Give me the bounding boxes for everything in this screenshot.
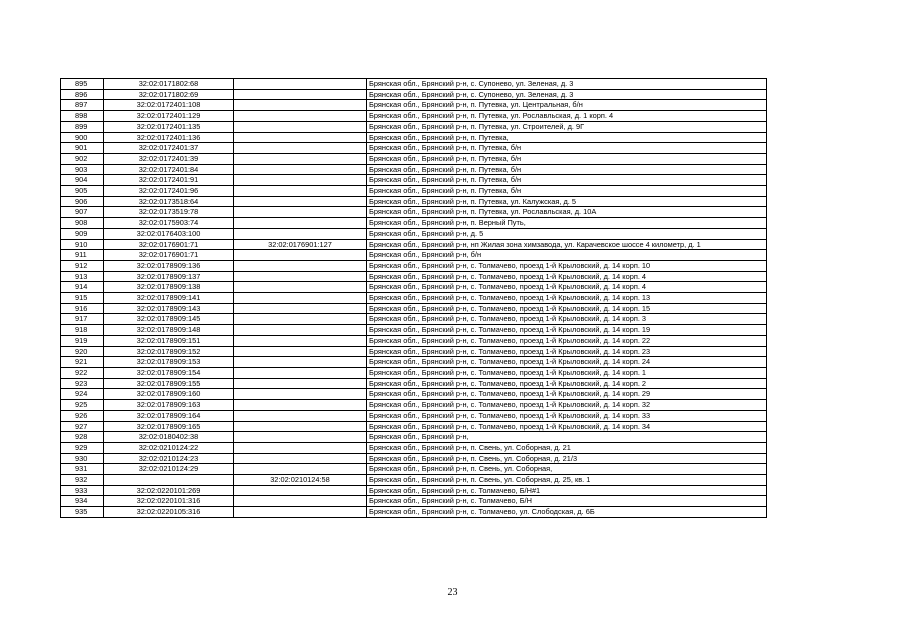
- address-cell: Брянская обл., Брянский р-н, п. Путевка, ул. Строителей, д. 9Г: [367, 121, 767, 132]
- related-cadastral-number-cell: [234, 432, 367, 443]
- related-cadastral-number-cell: 32:02:0176901:127: [234, 239, 367, 250]
- cadastral-number-cell: 32:02:0172401:84: [104, 164, 234, 175]
- row-number-cell: 927: [61, 421, 104, 432]
- related-cadastral-number-cell: [234, 100, 367, 111]
- row-number-cell: 925: [61, 400, 104, 411]
- cadastral-number-cell: 32:02:0173519:78: [104, 207, 234, 218]
- related-cadastral-number-cell: [234, 260, 367, 271]
- related-cadastral-number-cell: [234, 314, 367, 325]
- cadastral-number-cell: 32:02:0210124:22: [104, 442, 234, 453]
- address-cell: Брянская обл., Брянский р-н, с. Толмачево, проезд 1-й Крыловский, д. 14 корп. 19: [367, 325, 767, 336]
- related-cadastral-number-cell: [234, 507, 367, 518]
- address-cell: Брянская обл., Брянский р-н, п. Свень, ул. Соборная, д. 21: [367, 442, 767, 453]
- table-row: [61, 421, 767, 432]
- row-number-cell: 928: [61, 432, 104, 443]
- table-row: [61, 346, 767, 357]
- related-cadastral-number-cell: [234, 303, 367, 314]
- page-number: 23: [447, 587, 458, 598]
- address-cell: Брянская обл., Брянский р-н, с. Толмачево, Б/Н#1: [367, 485, 767, 496]
- cadastral-number-cell: 32:02:0172401:39: [104, 153, 234, 164]
- table-row: [61, 453, 767, 464]
- table-row: [61, 293, 767, 304]
- row-number-cell: 915: [61, 293, 104, 304]
- related-cadastral-number-cell: [234, 121, 367, 132]
- related-cadastral-number-cell: [234, 250, 367, 261]
- address-cell: Брянская обл., Брянский р-н, п. Путевка, б/н: [367, 164, 767, 175]
- cadastral-number-cell: 32:02:0173518:64: [104, 196, 234, 207]
- related-cadastral-number-cell: [234, 485, 367, 496]
- row-number-cell: 926: [61, 410, 104, 421]
- row-number-cell: 935: [61, 507, 104, 518]
- related-cadastral-number-cell: [234, 143, 367, 154]
- related-cadastral-number-cell: [234, 89, 367, 100]
- address-cell: Брянская обл., Брянский р-н, с. Толмачево, проезд 1-й Крыловский, д. 14 корп. 10: [367, 260, 767, 271]
- address-cell: Брянская обл., Брянский р-н, с. Толмачево, проезд 1-й Крыловский, д. 14 корп. 33: [367, 410, 767, 421]
- table-row: [61, 271, 767, 282]
- related-cadastral-number-cell: [234, 496, 367, 507]
- row-number-cell: 907: [61, 207, 104, 218]
- address-cell: Брянская обл., Брянский р-н, п. Путевка, б/н: [367, 186, 767, 197]
- related-cadastral-number-cell: [234, 186, 367, 197]
- related-cadastral-number-cell: [234, 164, 367, 175]
- table-row: [61, 335, 767, 346]
- row-number-cell: 909: [61, 228, 104, 239]
- related-cadastral-number-cell: [234, 442, 367, 453]
- address-cell: Брянская обл., Брянский р-н, с. Толмачево, проезд 1-й Крыловский, д. 14 корп. 24: [367, 357, 767, 368]
- table-row: [61, 132, 767, 143]
- address-cell: Брянская обл., Брянский р-н, п. Путевка, ул. Рославльская, д. 10А: [367, 207, 767, 218]
- table-row: [61, 432, 767, 443]
- cadastral-number-cell: 32:02:0172401:37: [104, 143, 234, 154]
- cadastral-number-cell: 32:02:0172401:135: [104, 121, 234, 132]
- cadastral-number-cell: 32:02:0178909:154: [104, 367, 234, 378]
- table-row: [61, 367, 767, 378]
- address-cell: Брянская обл., Брянский р-н, с. Толмачево, проезд 1-й Крыловский, д. 14 корп. 32: [367, 400, 767, 411]
- cadastral-number-cell: 32:02:0178909:152: [104, 346, 234, 357]
- row-number-cell: 914: [61, 282, 104, 293]
- cadastral-number-cell: 32:02:0172401:96: [104, 186, 234, 197]
- table-row: [61, 314, 767, 325]
- table-row: [61, 239, 767, 250]
- cadastral-number-cell: 32:02:0178909:155: [104, 378, 234, 389]
- row-number-cell: 911: [61, 250, 104, 261]
- cadastral-number-cell: 32:02:0178909:148: [104, 325, 234, 336]
- row-number-cell: 917: [61, 314, 104, 325]
- cadastral-number-cell: 32:02:0176901:71: [104, 239, 234, 250]
- cadastral-number-cell: 32:02:0220105:316: [104, 507, 234, 518]
- row-number-cell: 895: [61, 79, 104, 90]
- table-row: [61, 218, 767, 229]
- cadastral-number-cell: 32:02:0176901:71: [104, 250, 234, 261]
- cadastral-number-cell: 32:02:0178909:165: [104, 421, 234, 432]
- address-cell: Брянская обл., Брянский р-н, с. Толмачево, проезд 1-й Крыловский, д. 14 корп. 22: [367, 335, 767, 346]
- related-cadastral-number-cell: [234, 410, 367, 421]
- address-cell: Брянская обл., Брянский р-н, п. Верный Путь,: [367, 218, 767, 229]
- related-cadastral-number-cell: [234, 293, 367, 304]
- related-cadastral-number-cell: [234, 421, 367, 432]
- address-cell: Брянская обл., Брянский р-н, нп Жилая зона химзавода, ул. Карачевское шоссе 4 километр, д. 1: [367, 239, 767, 250]
- related-cadastral-number-cell: [234, 79, 367, 90]
- address-cell: Брянская обл., Брянский р-н, с. Толмачево, ул. Слободская, д. 6Б: [367, 507, 767, 518]
- table-row: [61, 111, 767, 122]
- table-row: [61, 79, 767, 90]
- related-cadastral-number-cell: [234, 207, 367, 218]
- cadastral-number-cell: 32:02:0178909:153: [104, 357, 234, 368]
- row-number-cell: 913: [61, 271, 104, 282]
- related-cadastral-number-cell: [234, 228, 367, 239]
- cadastral-number-cell: 32:02:0178909:163: [104, 400, 234, 411]
- address-cell: Брянская обл., Брянский р-н, с. Толмачево, проезд 1-й Крыловский, д. 14 корп. 15: [367, 303, 767, 314]
- row-number-cell: 931: [61, 464, 104, 475]
- table-row: [61, 496, 767, 507]
- table-row: [61, 507, 767, 518]
- related-cadastral-number-cell: [234, 346, 367, 357]
- address-cell: Брянская обл., Брянский р-н, д. 5: [367, 228, 767, 239]
- row-number-cell: 903: [61, 164, 104, 175]
- table-row: [61, 228, 767, 239]
- row-number-cell: 904: [61, 175, 104, 186]
- address-cell: Брянская обл., Брянский р-н, с. Толмачево, проезд 1-й Крыловский, д. 14 корп. 2: [367, 378, 767, 389]
- address-cell: Брянская обл., Брянский р-н, с. Толмачево, проезд 1-й Крыловский, д. 14 корп. 3: [367, 314, 767, 325]
- row-number-cell: 905: [61, 186, 104, 197]
- table-row: [61, 410, 767, 421]
- related-cadastral-number-cell: [234, 271, 367, 282]
- cadastral-number-cell: 32:02:0178909:145: [104, 314, 234, 325]
- cadastral-number-cell: 32:02:0178909:151: [104, 335, 234, 346]
- related-cadastral-number-cell: [234, 196, 367, 207]
- cadastral-number-cell: [104, 475, 234, 486]
- table-row: [61, 357, 767, 368]
- cadastral-number-cell: 32:02:0180402:38: [104, 432, 234, 443]
- cadastral-number-cell: 32:02:0172401:136: [104, 132, 234, 143]
- table-row: [61, 143, 767, 154]
- row-number-cell: 906: [61, 196, 104, 207]
- address-cell: Брянская обл., Брянский р-н, б/н: [367, 250, 767, 261]
- row-number-cell: 919: [61, 335, 104, 346]
- row-number-cell: 899: [61, 121, 104, 132]
- address-cell: Брянская обл., Брянский р-н, с. Толмачево, проезд 1-й Крыловский, д. 14 корп. 1: [367, 367, 767, 378]
- cadastral-number-cell: 32:02:0178909:138: [104, 282, 234, 293]
- cadastral-number-cell: 32:02:0220101:316: [104, 496, 234, 507]
- row-number-cell: 901: [61, 143, 104, 154]
- row-number-cell: 924: [61, 389, 104, 400]
- row-number-cell: 897: [61, 100, 104, 111]
- table-row: [61, 121, 767, 132]
- address-cell: Брянская обл., Брянский р-н, п. Путевка, ул. Калужская, д. 5: [367, 196, 767, 207]
- cadastral-number-cell: 32:02:0175903:74: [104, 218, 234, 229]
- table-row: [61, 282, 767, 293]
- address-cell: Брянская обл., Брянский р-н, п. Свень, ул. Соборная, д. 21/3: [367, 453, 767, 464]
- address-cell: Брянская обл., Брянский р-н, с. Толмачево, проезд 1-й Крыловский, д. 14 корп. 29: [367, 389, 767, 400]
- row-number-cell: 922: [61, 367, 104, 378]
- related-cadastral-number-cell: [234, 400, 367, 411]
- address-cell: Брянская обл., Брянский р-н, п. Путевка, ул. Центральная, б/н: [367, 100, 767, 111]
- row-number-cell: 920: [61, 346, 104, 357]
- related-cadastral-number-cell: [234, 367, 367, 378]
- table-row: [61, 250, 767, 261]
- row-number-cell: 918: [61, 325, 104, 336]
- table-row: [61, 153, 767, 164]
- table-row: [61, 260, 767, 271]
- address-cell: Брянская обл., Брянский р-н, п. Путевка,: [367, 132, 767, 143]
- cadastral-number-cell: 32:02:0220101:269: [104, 485, 234, 496]
- cadastral-number-cell: 32:02:0210124:29: [104, 464, 234, 475]
- row-number-cell: 912: [61, 260, 104, 271]
- related-cadastral-number-cell: [234, 218, 367, 229]
- related-cadastral-number-cell: [234, 111, 367, 122]
- cadastral-number-cell: 32:02:0178909:137: [104, 271, 234, 282]
- table-row: [61, 303, 767, 314]
- row-number-cell: 908: [61, 218, 104, 229]
- row-number-cell: 910: [61, 239, 104, 250]
- table-row: [61, 442, 767, 453]
- cadastral-number-cell: 32:02:0176403:100: [104, 228, 234, 239]
- cadastral-number-cell: 32:02:0172401:108: [104, 100, 234, 111]
- row-number-cell: 932: [61, 475, 104, 486]
- cadastral-number-cell: 32:02:0171802:69: [104, 89, 234, 100]
- cadastral-number-cell: 32:02:0172401:91: [104, 175, 234, 186]
- row-number-cell: 900: [61, 132, 104, 143]
- address-cell: Брянская обл., Брянский р-н, с. Толмачево, проезд 1-й Крыловский, д. 14 корп. 4: [367, 271, 767, 282]
- table-row: [61, 485, 767, 496]
- cadastral-number-cell: 32:02:0178909:143: [104, 303, 234, 314]
- row-number-cell: 916: [61, 303, 104, 314]
- related-cadastral-number-cell: [234, 464, 367, 475]
- related-cadastral-number-cell: [234, 175, 367, 186]
- row-number-cell: 934: [61, 496, 104, 507]
- table-row: [61, 196, 767, 207]
- related-cadastral-number-cell: [234, 378, 367, 389]
- address-cell: Брянская обл., Брянский р-н, с. Толмачево, проезд 1-й Крыловский, д. 14 корп. 23: [367, 346, 767, 357]
- related-cadastral-number-cell: 32:02:0210124:58: [234, 475, 367, 486]
- related-cadastral-number-cell: [234, 335, 367, 346]
- cadastral-number-cell: 32:02:0178909:136: [104, 260, 234, 271]
- table-row: [61, 164, 767, 175]
- table-row: [61, 175, 767, 186]
- property-table-body: [61, 79, 767, 518]
- row-number-cell: 898: [61, 111, 104, 122]
- table-row: [61, 378, 767, 389]
- property-table: [60, 78, 767, 518]
- row-number-cell: 923: [61, 378, 104, 389]
- row-number-cell: 930: [61, 453, 104, 464]
- related-cadastral-number-cell: [234, 132, 367, 143]
- address-cell: Брянская обл., Брянский р-н, с. Толмачево, Б/Н: [367, 496, 767, 507]
- address-cell: Брянская обл., Брянский р-н, п. Свень, ул. Соборная,: [367, 464, 767, 475]
- related-cadastral-number-cell: [234, 389, 367, 400]
- address-cell: Брянская обл., Брянский р-н, с. Толмачево, проезд 1-й Крыловский, д. 14 корп. 4: [367, 282, 767, 293]
- address-cell: Брянская обл., Брянский р-н, п. Путевка, б/н: [367, 175, 767, 186]
- table-row: [61, 389, 767, 400]
- table-row: [61, 186, 767, 197]
- address-cell: Брянская обл., Брянский р-н,: [367, 432, 767, 443]
- address-cell: Брянская обл., Брянский р-н, с. Толмачево, проезд 1-й Крыловский, д. 14 корп. 13: [367, 293, 767, 304]
- related-cadastral-number-cell: [234, 453, 367, 464]
- cadastral-number-cell: 32:02:0178909:141: [104, 293, 234, 304]
- table-row: [61, 475, 767, 486]
- address-cell: Брянская обл., Брянский р-н, с. Супонево, ул. Зеленая, д. 3: [367, 79, 767, 90]
- related-cadastral-number-cell: [234, 282, 367, 293]
- related-cadastral-number-cell: [234, 357, 367, 368]
- cadastral-number-cell: 32:02:0210124:23: [104, 453, 234, 464]
- cadastral-number-cell: 32:02:0171802:68: [104, 79, 234, 90]
- row-number-cell: 929: [61, 442, 104, 453]
- table-row: [61, 325, 767, 336]
- address-cell: Брянская обл., Брянский р-н, с. Супонево, ул. Зеленая, д. 3: [367, 89, 767, 100]
- address-cell: Брянская обл., Брянский р-н, п. Свень, ул. Соборная, д. 25, кв. 1: [367, 475, 767, 486]
- address-cell: Брянская обл., Брянский р-н, п. Путевка, б/н: [367, 153, 767, 164]
- row-number-cell: 896: [61, 89, 104, 100]
- address-cell: Брянская обл., Брянский р-н, с. Толмачево, проезд 1-й Крыловский, д. 14 корп. 34: [367, 421, 767, 432]
- table-row: [61, 400, 767, 411]
- table-row: [61, 207, 767, 218]
- table-row: [61, 100, 767, 111]
- row-number-cell: 902: [61, 153, 104, 164]
- table-row: [61, 464, 767, 475]
- cadastral-number-cell: 32:02:0178909:164: [104, 410, 234, 421]
- address-cell: Брянская обл., Брянский р-н, п. Путевка, ул. Рославльская, д. 1 корп. 4: [367, 111, 767, 122]
- related-cadastral-number-cell: [234, 325, 367, 336]
- cadastral-number-cell: 32:02:0172401:129: [104, 111, 234, 122]
- related-cadastral-number-cell: [234, 153, 367, 164]
- table-row: [61, 89, 767, 100]
- address-cell: Брянская обл., Брянский р-н, п. Путевка, б/н: [367, 143, 767, 154]
- row-number-cell: 921: [61, 357, 104, 368]
- cadastral-number-cell: 32:02:0178909:160: [104, 389, 234, 400]
- row-number-cell: 933: [61, 485, 104, 496]
